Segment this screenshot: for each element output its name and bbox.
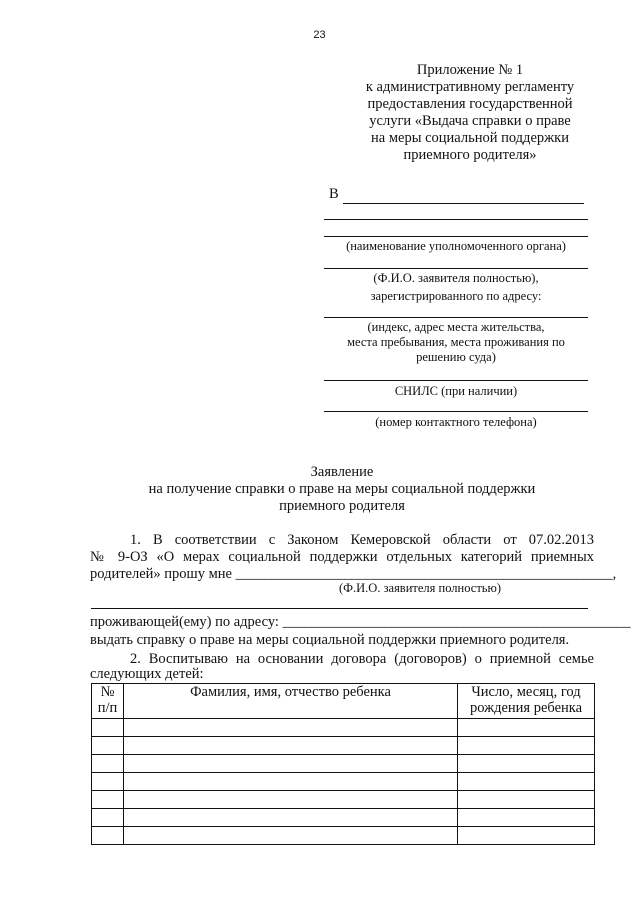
col-number-header-line: п/п <box>97 700 118 716</box>
col-name-header: Фамилия, имя, отчество ребенка <box>124 684 458 719</box>
appendix-line: предоставления государственной <box>367 96 573 112</box>
table-cell[interactable] <box>92 737 124 755</box>
paragraph-2-line-1: 2. Воспитываю на основании договора (договоров) о приемной семье <box>130 651 594 667</box>
table-cell[interactable] <box>458 773 595 791</box>
col-birth-header-line: Число, месяц, год <box>471 684 581 700</box>
applicant-fio-line[interactable] <box>324 268 588 269</box>
appendix-line: Приложение № 1 <box>416 62 524 78</box>
fio-caption: (Ф.И.О. заявителя полностью) <box>338 581 502 595</box>
caption-snils: СНИЛС (при наличии) <box>394 384 518 398</box>
to-label: В <box>329 186 339 202</box>
residing-line <box>90 614 631 631</box>
table-cell[interactable] <box>124 719 458 737</box>
table-cell[interactable] <box>458 827 595 845</box>
table-cell[interactable] <box>92 827 124 845</box>
table-cell[interactable] <box>124 773 458 791</box>
address-line[interactable] <box>324 317 588 318</box>
applicant-name-line[interactable] <box>91 608 588 609</box>
table-cell[interactable] <box>92 773 124 791</box>
table-cell[interactable] <box>92 755 124 773</box>
table-cell[interactable] <box>458 791 595 809</box>
table-cell[interactable] <box>124 827 458 845</box>
col-birth-header-line: рождения ребенка <box>469 700 583 716</box>
snils-line[interactable] <box>324 380 588 381</box>
page-number: 23 <box>313 29 326 41</box>
appendix-line: на меры социальной поддержки <box>371 130 569 146</box>
table-cell[interactable] <box>458 719 595 737</box>
phone-line[interactable] <box>324 411 588 412</box>
col-number-header <box>92 684 124 719</box>
caption-address-1: (индекс, адрес места жительства, <box>367 320 545 334</box>
appendix-line: услуги «Выдача справки о праве <box>369 113 571 129</box>
col-number-header-line: № <box>100 684 115 700</box>
table-row <box>92 791 595 809</box>
appendix-line: приемного родителя» <box>403 147 537 163</box>
statement-title-line: на получение справки о праве на меры социальной поддержки <box>148 481 536 497</box>
table-cell[interactable] <box>92 719 124 737</box>
table-row <box>92 755 595 773</box>
comma: , <box>612 566 617 582</box>
statement-title-line: приемного родителя <box>279 498 405 514</box>
table-cell[interactable] <box>92 791 124 809</box>
table-cell[interactable] <box>124 737 458 755</box>
caption-phone: (номер контактного телефона) <box>375 415 537 429</box>
applicant-fio-blank[interactable]: ____________________________________________________ <box>235 566 613 582</box>
paragraph-1-line-2: № 9-ОЗ «О мерах социальной поддержки отдельных категорий приемных <box>90 549 594 565</box>
caption-address-3: решению суда) <box>416 350 496 364</box>
statement-title-line: Заявление <box>310 464 374 480</box>
residing-address-blank[interactable]: ________________________________________________ <box>282 614 631 630</box>
authority-line-2[interactable] <box>324 219 588 220</box>
table-row <box>92 737 595 755</box>
residing-label: проживающей(ему) по адресу: <box>90 614 279 630</box>
table-cell[interactable] <box>124 755 458 773</box>
table-cell[interactable] <box>458 737 595 755</box>
table-cell[interactable] <box>124 791 458 809</box>
table-row <box>92 719 595 737</box>
request-text: родителей» прошу мне <box>90 566 232 582</box>
col-birth-header <box>458 684 595 719</box>
appendix-header <box>330 62 610 164</box>
authority-line[interactable] <box>343 203 584 204</box>
table-cell[interactable] <box>458 809 595 827</box>
statement-title <box>90 464 594 515</box>
caption-authority: (наименование уполномоченного органа) <box>346 239 566 253</box>
table-row <box>92 773 595 791</box>
table-row <box>92 809 595 827</box>
issue-request: выдать справку о праве на меры социальной поддержки приемного родителя. <box>90 632 570 648</box>
caption-fio: (Ф.И.О. заявителя полностью), <box>373 271 539 285</box>
table-cell[interactable] <box>124 809 458 827</box>
paragraph-2-line-2: следующих детей: <box>90 666 204 682</box>
authority-line-3[interactable] <box>324 236 588 237</box>
table-cell[interactable] <box>458 755 595 773</box>
paragraph-1-line-1: 1. В соответствии с Законом Кемеровской области от 07.02.2013 <box>130 532 594 548</box>
caption-address-2: места пребывания, места проживания по <box>347 335 565 349</box>
children-table <box>91 683 595 845</box>
table-row <box>92 827 595 845</box>
table-cell[interactable] <box>92 809 124 827</box>
caption-registered: зарегистрированного по адресу: <box>370 289 542 303</box>
table-header-row <box>92 684 595 719</box>
appendix-line: к административному регламенту <box>365 79 575 95</box>
